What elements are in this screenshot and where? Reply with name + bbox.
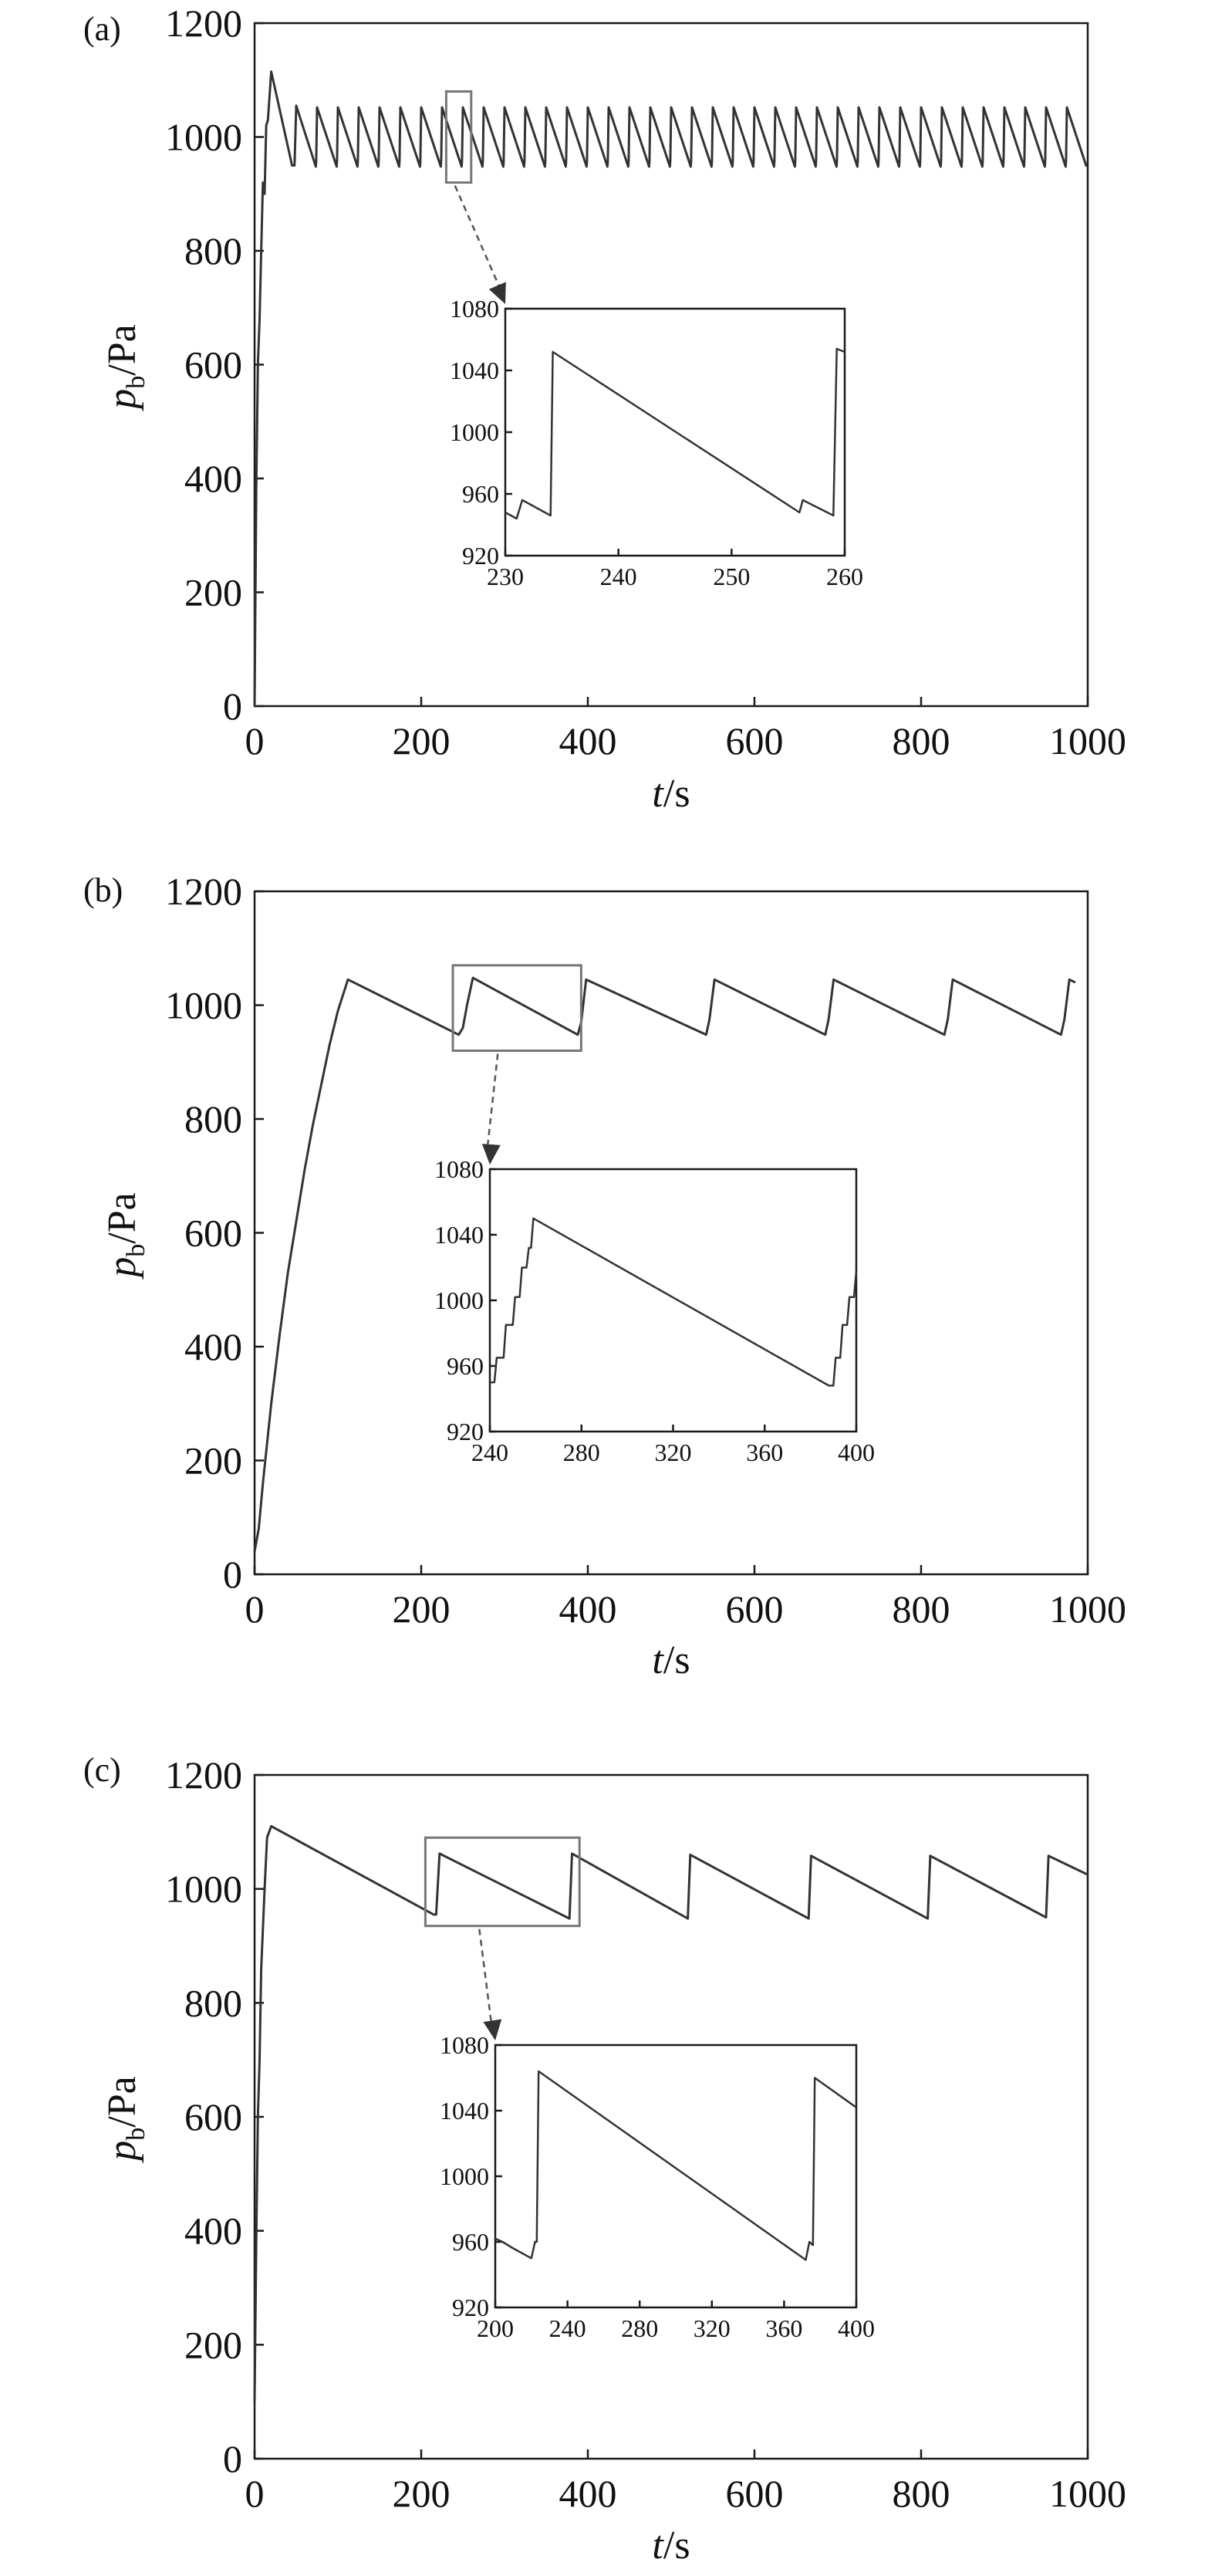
y-axis-label-sub: b	[122, 375, 150, 389]
chart-panel-a	[83, 2, 1126, 816]
x-axis-label-unit: /s	[663, 1638, 690, 1682]
inset-y-tick-label: 1080	[434, 1155, 484, 1183]
y-axis-label-unit: /Pa	[100, 324, 144, 376]
inset-y-tick-label: 1040	[434, 1221, 484, 1249]
y-tick-label: 200	[184, 570, 242, 614]
x-tick-label: 800	[892, 1587, 950, 1631]
inset-y-tick-label: 1000	[440, 2162, 489, 2190]
y-tick-label: 400	[184, 1325, 242, 1368]
y-tick-label: 800	[184, 1097, 242, 1141]
y-tick-label: 200	[184, 2323, 242, 2367]
x-tick-label: 0	[245, 719, 265, 762]
y-axis-label-var: p	[100, 1256, 144, 1277]
inset-x-tick-label: 320	[654, 1438, 692, 1466]
y-axis-label-sub: b	[122, 2127, 150, 2141]
inset-y-tick-label: 1080	[440, 2031, 489, 2059]
panel-label: (b)	[83, 871, 123, 909]
zoom-arrow-head	[482, 1144, 501, 1165]
x-tick-label: 200	[392, 719, 451, 762]
inset-y-tick-label: 920	[462, 542, 499, 570]
inset-y-tick-label: 920	[447, 1418, 484, 1445]
x-axis-label-var: t	[652, 2524, 663, 2568]
panel-label: (c)	[83, 1751, 121, 1789]
inset-y-tick-label: 1040	[450, 357, 499, 384]
x-axis-label-unit: /s	[663, 772, 690, 816]
y-tick-label: 0	[223, 1553, 242, 1596]
y-tick-label: 0	[223, 685, 242, 728]
y-axis-label	[100, 324, 150, 411]
inset-x-tick-label: 240	[599, 563, 637, 590]
x-tick-label: 200	[392, 1587, 451, 1631]
inset-frame	[490, 1169, 856, 1432]
inset-x-tick-label: 240	[471, 1438, 508, 1466]
x-axis-label-var: t	[652, 772, 663, 816]
inset-x-tick-label: 200	[477, 2314, 514, 2342]
y-tick-label: 600	[184, 2095, 242, 2138]
y-tick-label: 800	[184, 1981, 242, 2025]
inset-x-tick-label: 360	[765, 2314, 803, 2342]
x-tick-label: 400	[559, 1587, 617, 1631]
inset-y-tick-label: 920	[452, 2294, 489, 2321]
x-tick-label: 600	[725, 2472, 784, 2515]
x-tick-label: 0	[245, 2472, 265, 2515]
y-tick-label: 1200	[165, 870, 242, 913]
x-tick-label: 0	[245, 1587, 265, 1631]
inset-y-tick-label: 960	[462, 480, 499, 508]
y-tick-label: 800	[184, 229, 242, 272]
inset-x-tick-label: 230	[487, 563, 524, 590]
x-tick-label: 800	[892, 2472, 950, 2515]
inset-x-tick-label: 400	[838, 1438, 875, 1466]
x-tick-label: 200	[392, 2472, 451, 2515]
y-axis-label	[100, 2076, 150, 2163]
inset-x-tick-label: 250	[713, 563, 751, 590]
y-axis-label	[100, 1192, 150, 1280]
inset-x-tick-label: 280	[562, 1438, 600, 1466]
x-axis-label	[652, 2524, 690, 2568]
x-tick-label: 400	[559, 2472, 617, 2515]
inset-y-tick-label: 960	[447, 1352, 484, 1380]
y-axis-label-sub: b	[122, 1243, 150, 1257]
y-tick-label: 0	[223, 2437, 242, 2480]
panel-label: (a)	[83, 10, 121, 48]
x-tick-label: 1000	[1049, 719, 1126, 762]
chart-panel-c	[83, 1751, 1126, 2568]
y-tick-label: 600	[184, 343, 242, 387]
inset-chart	[434, 1155, 875, 1466]
inset-x-tick-label: 320	[693, 2314, 731, 2342]
inset-y-tick-label: 1000	[434, 1286, 484, 1314]
x-tick-label: 1000	[1049, 2472, 1126, 2515]
y-tick-label: 400	[184, 2209, 242, 2253]
x-axis-label	[652, 772, 690, 816]
y-tick-label: 400	[184, 457, 242, 500]
y-axis-label-unit: /Pa	[100, 2076, 144, 2128]
inset-x-tick-label: 240	[548, 2314, 586, 2342]
y-tick-label: 1200	[165, 2, 242, 45]
y-tick-label: 1000	[165, 115, 242, 159]
x-axis-label	[652, 1638, 690, 1682]
y-axis-label-unit: /Pa	[100, 1192, 144, 1244]
x-tick-label: 800	[892, 719, 950, 762]
chart-panel-b	[83, 870, 1126, 1682]
inset-x-tick-label: 260	[826, 563, 863, 590]
zoom-arrow-line	[479, 1929, 492, 2030]
zoom-region-box	[446, 92, 471, 183]
zoom-arrow-line	[487, 1054, 498, 1154]
x-axis-label-unit: /s	[663, 2524, 690, 2568]
inset-frame	[495, 2045, 856, 2307]
x-tick-label: 600	[725, 719, 784, 762]
inset-chart	[450, 295, 863, 590]
y-tick-label: 1000	[165, 983, 242, 1027]
zoom-arrow-line	[455, 186, 502, 294]
x-tick-label: 1000	[1049, 1587, 1126, 1631]
inset-y-tick-label: 1080	[450, 295, 499, 323]
y-axis-label-var: p	[100, 388, 144, 409]
y-tick-label: 200	[184, 1438, 242, 1482]
inset-x-tick-label: 360	[746, 1438, 784, 1466]
y-tick-label: 1200	[165, 1753, 242, 1797]
x-tick-label: 400	[559, 719, 617, 762]
inset-y-tick-label: 1000	[450, 418, 499, 446]
inset-chart	[440, 2031, 875, 2342]
inset-y-tick-label: 960	[452, 2228, 489, 2256]
x-tick-label: 600	[725, 1587, 784, 1631]
y-tick-label: 600	[184, 1211, 242, 1255]
inset-x-tick-label: 280	[621, 2314, 659, 2342]
inset-x-tick-label: 400	[838, 2314, 875, 2342]
y-tick-label: 1000	[165, 1867, 242, 1911]
x-axis-label-var: t	[652, 1638, 663, 1682]
inset-y-tick-label: 1040	[440, 2097, 489, 2125]
y-axis-label-var: p	[100, 2140, 144, 2161]
